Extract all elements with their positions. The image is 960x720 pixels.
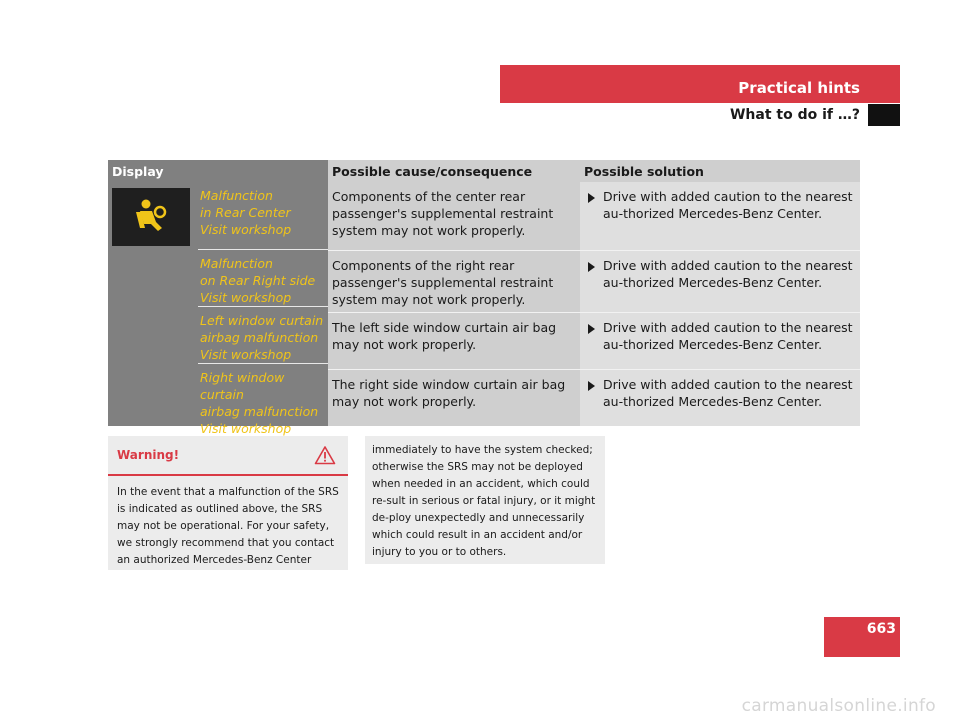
cause-cell: The left side window curtain air bag may not work properly. — [328, 312, 580, 369]
display-message: Malfunction in Rear Center Visit workshop — [200, 188, 292, 237]
column-header-display: Display — [108, 160, 328, 182]
display-message: Right window curtain airbag malfunction Visit workshop — [198, 363, 328, 420]
warning-triangle-icon — [314, 445, 336, 469]
table-row — [108, 182, 860, 250]
section-title: Practical hints — [738, 79, 860, 97]
solution-cell: Drive with added caution to the nearest au-thorized Mercedes-Benz Center. — [580, 369, 860, 426]
cause-cell: The right side window curtain air bag may not work properly. — [328, 369, 580, 426]
bullet-arrow-icon — [588, 193, 595, 203]
fault-message-table — [108, 160, 860, 436]
solution-cell: Drive with added caution to the nearest au-thorized Mercedes-Benz Center. — [580, 182, 860, 250]
column-header-cause: Possible cause/consequence — [328, 160, 580, 182]
display-message: Malfunction on Rear Right side Visit workshop — [198, 249, 328, 306]
header-tab-marker — [868, 104, 900, 126]
warning-body: In the event that a malfunction of the SRS is indicated as outlined above, the SRS may not be operational. For your safety, we strongly recommend that you contact an authorized Mercedes-Benz Center — [117, 486, 339, 566]
warning-title: Warning! — [117, 448, 180, 462]
section-header-bar — [500, 65, 900, 103]
warning-header — [108, 436, 348, 476]
airbag-seat-icon — [112, 188, 190, 246]
table-header-row — [108, 160, 860, 182]
page-number: 663 — [866, 621, 896, 637]
page-number-box — [824, 617, 900, 657]
bullet-arrow-icon — [588, 381, 595, 391]
bullet-arrow-icon — [588, 262, 595, 272]
solution-cell: Drive with added caution to the nearest au-thorized Mercedes-Benz Center. — [580, 250, 860, 312]
section-subtitle: What to do if …? — [729, 107, 860, 123]
warning-continuation-box — [365, 436, 605, 564]
watermark: carmanualsonline.info — [741, 696, 936, 716]
cause-cell: Components of the center rear passenger's supplemental restraint system may not work properly. — [328, 182, 580, 250]
display-message: Left window curtain airbag malfunction Visit workshop — [198, 306, 328, 363]
column-header-solution: Possible solution — [580, 160, 860, 182]
display-column — [108, 182, 328, 436]
bullet-arrow-icon — [588, 324, 595, 334]
cause-cell: Components of the right rear passenger's supplemental restraint system may not work properly. — [328, 250, 580, 312]
warning-continuation-text: immediately to have the system checked; otherwise the SRS may not be deployed when needed in an accident, which could re-sult in serious or fatal injury, or it might de-ploy unexpectedly and unnecessarily which could result in an accident and/or injury to you or to others. — [372, 444, 596, 558]
warning-box — [108, 436, 348, 570]
solution-cell: Drive with added caution to the nearest au-thorized Mercedes-Benz Center. — [580, 312, 860, 369]
